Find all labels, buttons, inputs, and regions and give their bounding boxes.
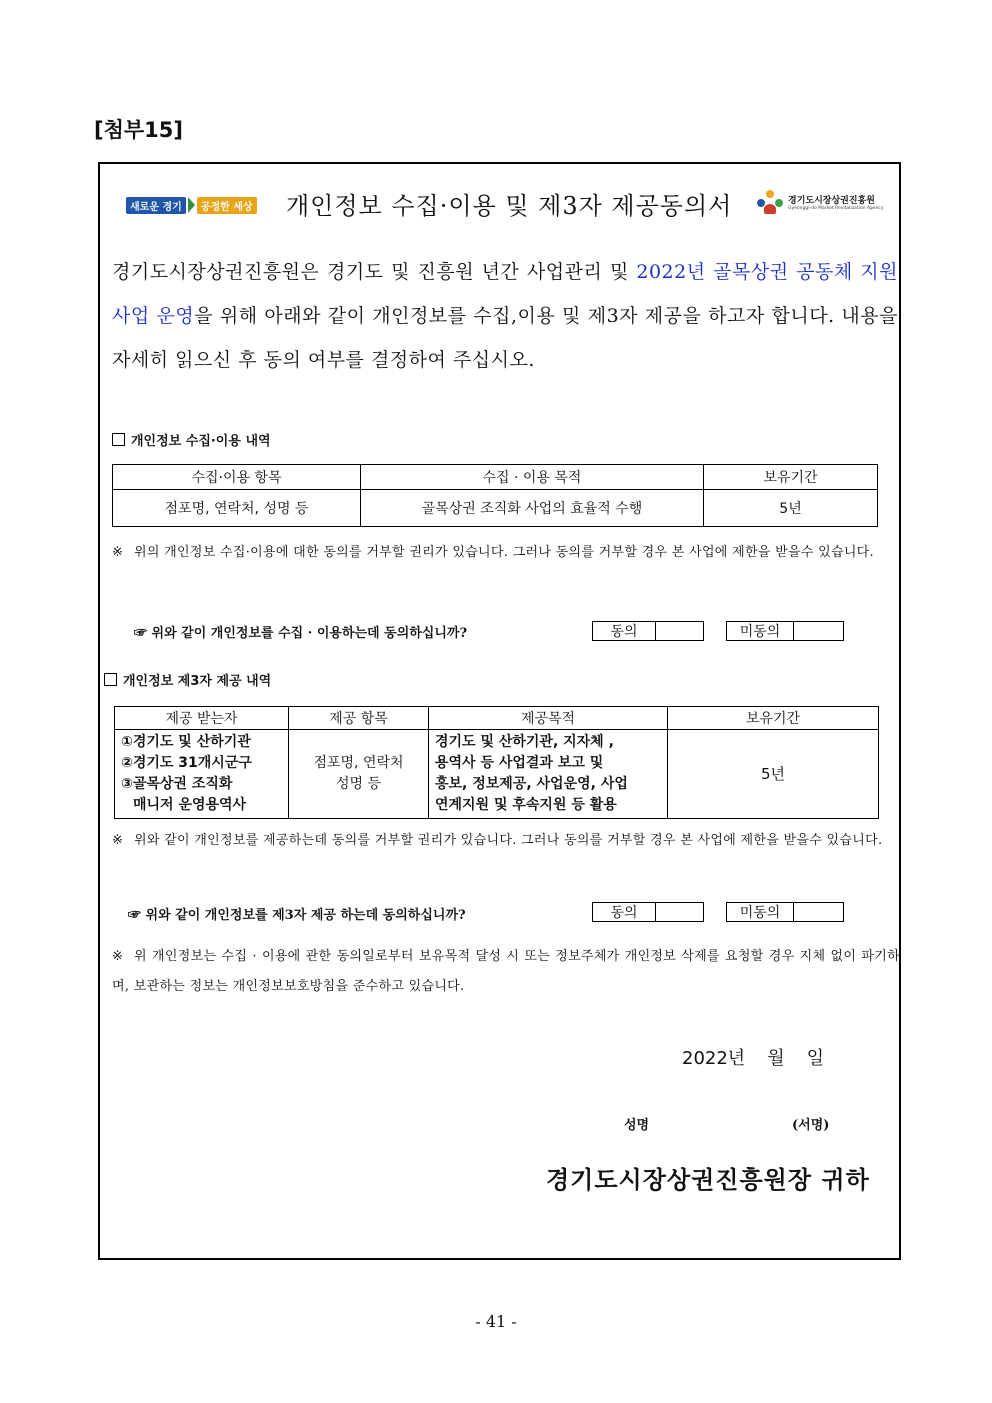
slogan-right: 공정한 세상	[197, 197, 257, 214]
collection-table	[112, 464, 878, 527]
collection-agree-checkbox[interactable]	[656, 622, 703, 640]
third-party-disagree-box[interactable]	[726, 902, 844, 922]
checkbox-square-icon	[104, 673, 117, 686]
third-party-header-period: 보유기간	[668, 707, 879, 730]
retention-notice: ※ 위 개인정보는 수집 · 이용에 관한 동의일로부터 보유목적 달성 시 또는 정보주체가 개인정보 삭제를 요청할 경우 지체 없이 파기하며, 보관하는 정보는 개인정보보호방침을 준수하고 있습니다.	[112, 949, 900, 994]
signature-label: (서명)	[792, 1118, 830, 1133]
slogan-arrow-icon	[188, 197, 195, 213]
logo-name: 경기도시장상권진흥원	[788, 196, 875, 206]
date-month: 월	[767, 1048, 785, 1069]
name-label: 성명	[624, 1118, 650, 1133]
third-party-notice: ※ 위와 같이 개인정보를 제공하는데 동의를 거부할 권리가 있습니다. 그러나 동의를 거부할 경우 본 사업에 제한을 받을수 있습니다.	[112, 833, 883, 848]
third-party-agree-label: 동의	[593, 903, 656, 921]
slogan-left: 새로운 경기	[126, 197, 186, 214]
agency-logo-icon	[756, 190, 784, 214]
third-party-section-title: 개인정보 제3자 제공 내역	[104, 670, 271, 689]
third-party-question: ☞ 위와 같이 개인정보를 제3자 제공 하는데 동의하십니까?	[128, 908, 466, 923]
third-party-table	[114, 706, 879, 819]
slogan-badge	[126, 196, 257, 214]
intro-highlight: 2022년 골목상권 공동체 지원사업 운영	[112, 261, 898, 327]
logo-english: Gyeonggi-do Market Revitalization Agency	[788, 206, 884, 211]
intro-text-2: 을 위해 아래와 같이 개인정보를 수집,이용 및 제3자 제공을 하고자 합니다. 내용을 자세히 읽으신 후 동의 여부를 결정하여 주십시오.	[112, 305, 898, 371]
collection-disagree-box[interactable]	[726, 621, 844, 641]
intro-paragraph	[112, 250, 898, 382]
collection-disagree-checkbox[interactable]	[794, 622, 843, 640]
collection-cell-purpose: 골목상권 조직화 사업의 효율적 수행	[361, 490, 704, 527]
third-party-agree-checkbox[interactable]	[656, 903, 703, 921]
third-party-header-items: 제공 항목	[289, 707, 429, 730]
page-number: - 41 -	[475, 1312, 517, 1331]
consent-form-frame	[98, 162, 901, 1260]
third-party-header-recipient: 제공 받는자	[115, 707, 289, 730]
intro-text-1: 경기도시장상권진흥원은 경기도 및 진흥원 년간 사업관리 및	[112, 261, 637, 283]
collection-question: ☞ 위와 같이 개인정보를 수집 · 이용하는데 동의하십니까?	[134, 626, 468, 641]
date-line	[682, 1044, 846, 1070]
form-header	[100, 186, 899, 222]
third-party-disagree-label: 미동의	[727, 903, 794, 921]
collection-agree-label: 동의	[593, 622, 656, 640]
collection-header-purpose: 수집 · 이용 목적	[361, 465, 704, 490]
third-party-cell-purpose: 경기도 및 산하기관, 지자체 , 용역사 등 사업결과 보고 및 홍보, 정보제공, 사업운영, 사업 연계지원 및 후속지원 등 활용	[429, 730, 668, 819]
collection-header-items: 수집·이용 항목	[113, 465, 361, 490]
agency-logo	[756, 190, 884, 214]
collection-cell-items: 점포명, 연락처, 성명 등	[113, 490, 361, 527]
collection-header-period: 보유기간	[704, 465, 878, 490]
collection-disagree-label: 미동의	[727, 622, 794, 640]
collection-agree-box[interactable]	[592, 621, 704, 641]
checkbox-square-icon	[112, 433, 125, 446]
third-party-cell-period: 5년	[668, 730, 879, 819]
third-party-header-purpose: 제공목적	[429, 707, 668, 730]
third-party-cell-recipients: ①경기도 및 산하기관 ②경기도 31개시군구 ③골목상권 조직화 매니저 운영용역사	[115, 730, 289, 819]
attachment-label: [첨부15]	[94, 118, 183, 142]
date-day: 일	[806, 1048, 824, 1069]
collection-section-title: 개인정보 수집·이용 내역	[112, 430, 271, 449]
addressee: 경기도시장상권진흥원장 귀하	[546, 1165, 870, 1194]
third-party-disagree-checkbox[interactable]	[794, 903, 843, 921]
collection-cell-period: 5년	[704, 490, 878, 527]
collection-notice: ※ 위의 개인정보 수집·이용에 대한 동의를 거부할 권리가 있습니다. 그러나 동의를 거부할 경우 본 사업에 제한을 받을수 있습니다.	[112, 545, 874, 560]
third-party-cell-items: 점포명, 연락처 성명 등	[289, 730, 429, 819]
third-party-agree-box[interactable]	[592, 902, 704, 922]
document-title: 개인정보 수집·이용 및 제3자 제공동의서	[286, 192, 733, 220]
date-year: 2022년	[682, 1048, 746, 1069]
